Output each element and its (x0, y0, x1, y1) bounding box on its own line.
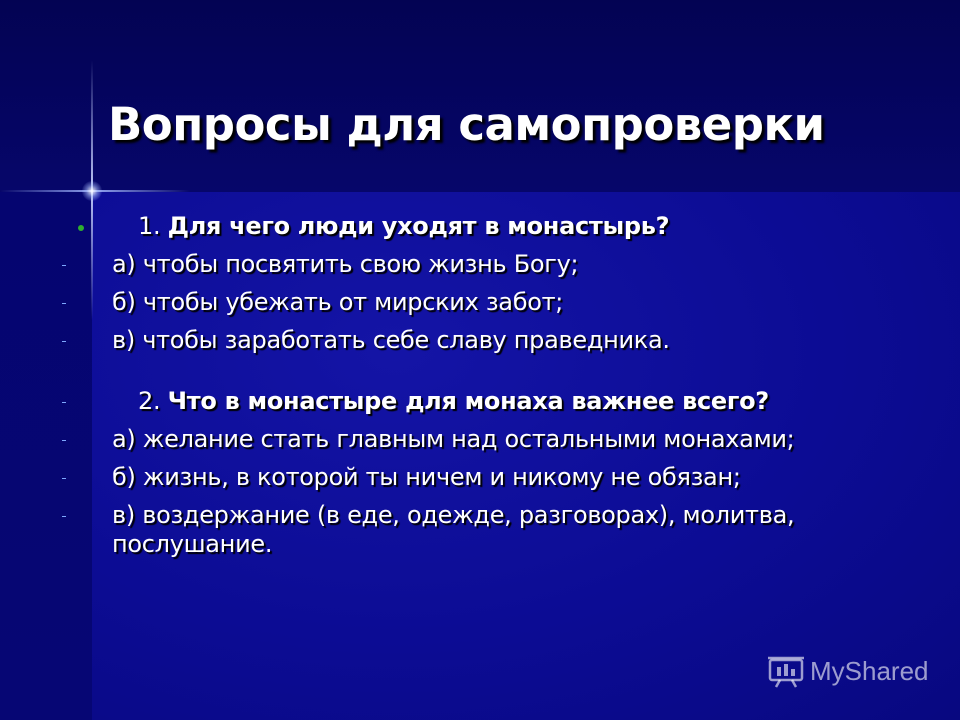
answer-text: а) желание стать главным над остальными монахами; (112, 425, 795, 453)
dash-bullet-icon (62, 402, 66, 403)
star-flare-icon (82, 181, 102, 201)
dash-bullet-icon (62, 303, 66, 304)
answer-option (60, 501, 940, 559)
question-text: Что в монастыре для монаха важнее всего? (167, 387, 769, 415)
answer-option (60, 425, 940, 454)
bullet-dot-icon (78, 225, 84, 231)
question-2 (60, 387, 940, 416)
dash-bullet-icon (62, 478, 66, 479)
answer-text: в) воздержание (в еде, одежде, разговорах), молитва, послушание. (112, 501, 795, 558)
dash-bullet-icon (62, 516, 66, 517)
slide-title: Вопросы для самопроверки (108, 98, 825, 151)
answer-option (60, 288, 940, 317)
dash-bullet-icon (62, 341, 66, 342)
answer-text: а) чтобы посвятить свою жизнь Богу; (112, 250, 579, 278)
answer-option (60, 463, 940, 492)
watermark (768, 654, 929, 688)
header-band (0, 0, 960, 192)
question-number: 1. (138, 212, 161, 240)
dash-bullet-icon (62, 265, 66, 266)
presentation-board-icon (768, 654, 804, 688)
question-1 (60, 212, 940, 241)
dash-bullet-icon (62, 440, 66, 441)
answer-text: б) жизнь, в которой ты ничем и никому не обязан; (112, 463, 741, 491)
answer-text: б) чтобы убежать от мирских забот; (112, 288, 564, 316)
watermark-text: MyShared (810, 655, 929, 686)
question-list (60, 212, 940, 568)
answer-text: в) чтобы заработать себе славу праведника. (112, 326, 670, 354)
question-text: Для чего люди уходят в монастырь? (167, 212, 670, 240)
answer-option (60, 326, 940, 355)
answer-option (60, 250, 940, 279)
question-number: 2. (138, 387, 161, 415)
